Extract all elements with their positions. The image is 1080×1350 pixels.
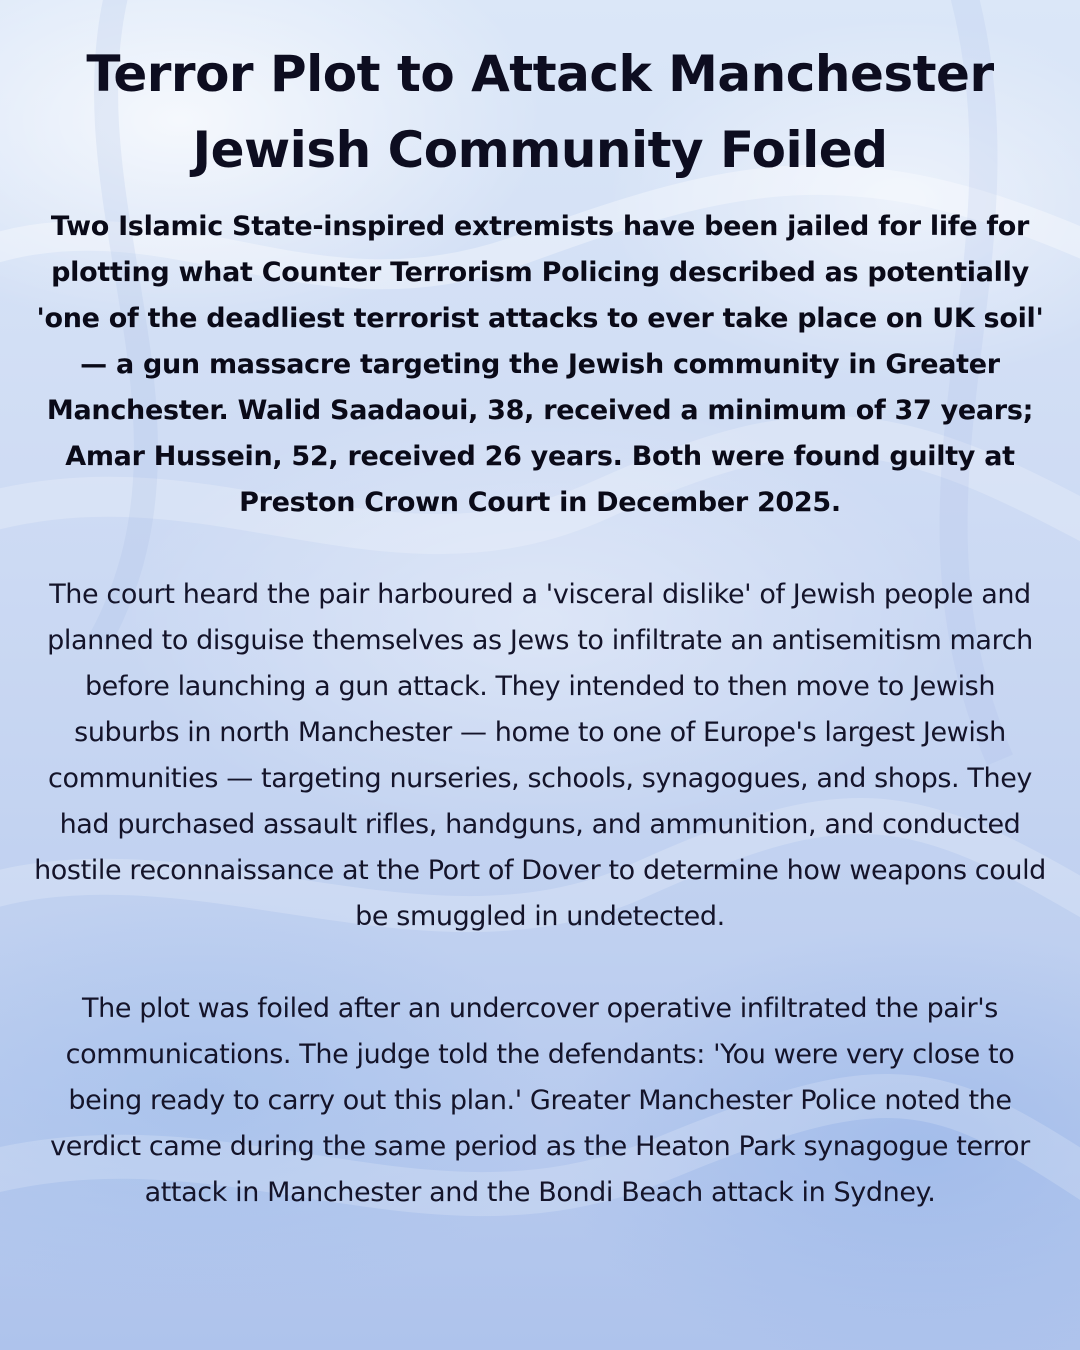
article-paragraph-2: The plot was foiled after an undercover operative infiltrated the pair's communications. The judge told the defendants: 'You were very close to being ready to carry out this plan.' Greater Manchester Police noted the verdict came during the same period as the Heaton Park synagogue terror attack in Manchester and the Bondi Beach attack in Sydney. [50,993,1030,1208]
article-title: Terror Plot to Attack Manchester Jewish Community Foiled [86,45,994,179]
article [30,36,1050,1216]
article-paragraph-1: The court heard the pair harboured a 'visceral dislike' of Jewish people and planned to disguise themselves as Jews to infiltrate an antisemitism march before launching a gun attack. They intended to then move to Jewish suburbs in north Manchester — home to one of Europe's largest Jewish communities — targeting nurseries, schools, synagogues, and shops. They had purchased assault rifles, handguns, and ammunition, and conducted hostile reconnaissance at the Port of Dover to determine how weapons could be smuggled in undetected. [34,579,1046,932]
article-lead: Two Islamic State-inspired extremists have been jailed for life for plotting what Counter Terrorism Policing described as potentially 'one of the deadliest terrorist attacks to ever take place on UK soil' — a gun massacre targeting the Jewish community in Greater Manchester. Walid Saadaoui, 38, received a minimum of 37 years; Amar Hussein, 52, received 26 years. Both were found guilty at Preston Crown Court in December 2025. [36,211,1044,518]
